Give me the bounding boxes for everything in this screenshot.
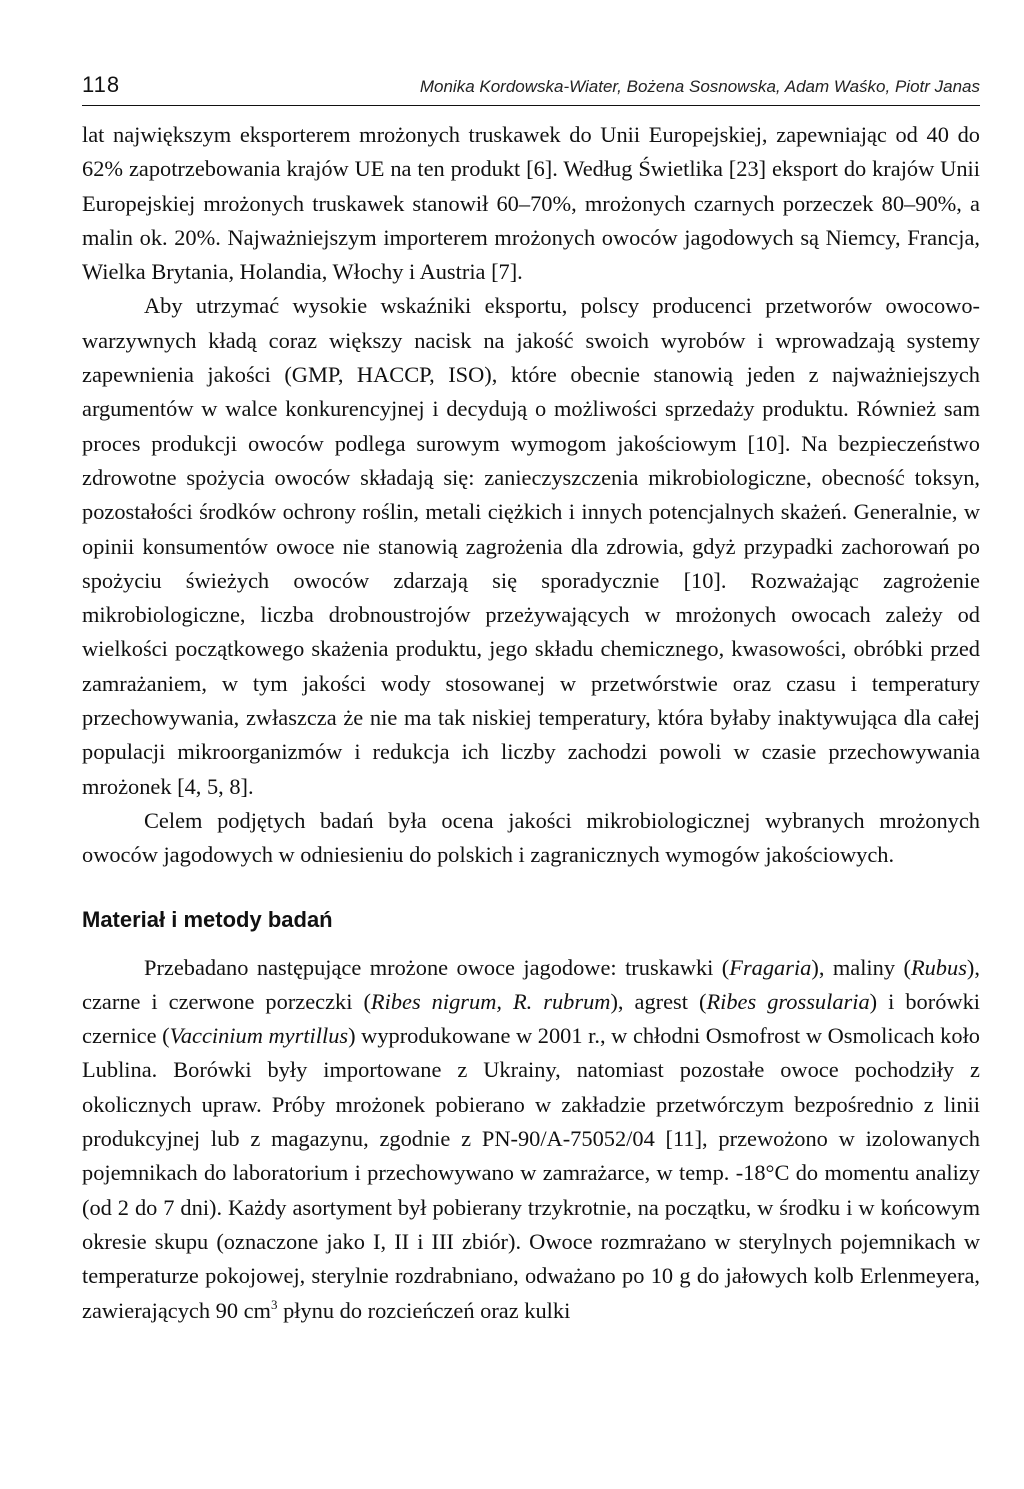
page xyxy=(82,72,980,1328)
paragraph-methods xyxy=(82,951,980,1328)
text-run: ), czarne i czerwone porzeczki ( xyxy=(82,954,980,1014)
body-text xyxy=(82,118,980,1328)
text-run: Przebadano następujące mrożone owoce jagodowe: truskawki ( xyxy=(144,954,730,980)
latin-name-rubus: Rubus xyxy=(910,954,967,980)
latin-name-ribes: Ribes nigrum, R. rubrum xyxy=(370,988,611,1014)
running-head xyxy=(82,72,980,106)
text-run: ), agrest ( xyxy=(610,988,707,1014)
paragraph-export-quality: Aby utrzymać wysokie wskaźniki eksportu, polscy producenci przetworów owocowo-warzywnych kładą coraz większy nacisk na jakość swoich wyrobów i wprowadzają systemy zapewnienia jakości (GMP, HACCP, ISO), które obecnie stanowią jeden z najważniejszych argumentów w walce konkurencyjnej i decydują o możliwości sprzedaży produktu. Również sam proces produkcji owoców podlega surowym wymogom jakościowym [10]. Na bezpieczeństwo zdrowotne spożycia owoców składają się: zanieczyszczenia mikrobiologiczne, obecność toksyn, pozostałości środków ochrony roślin, metali ciężkich i innych potencjalnych skażeń. Generalnie, w opinii konsumentów owoce nie stanowią zagrożenia dla zdrowia, gdyż przypadki zachorowań po spożyciu świeżych owoców zdarzają się sporadycznie [10]. Rozważając zagrożenie mikrobiologiczne, liczba drobnoustrojów przeżywających w mrożonych owocach zależy od wielkości początkowego skażenia produktu, jego składu chemicznego, kwasowości, obróbki przed zamrażaniem, w tym jakości wody stosowanej w przetwórstwie oraz czasu i temperatury przechowywania, zwłaszcza że nie ma tak niskiej temperatury, która byłaby inaktywująca dla całej populacji mikroorganizmów i redukcja ich liczby zachodzi powoli w czasie przechowywania mrożonek [4, 5, 8]. xyxy=(82,293,980,799)
paragraph-continuation: lat największym eksporterem mrożonych truskawek do Unii Europejskiej, zapewniając od 40 do 62% zapotrzebowania krajów UE na ten produkt [6]. Według Świetlika [23] eksport do krajów Unii Europejskiej mrożonych truskawek stanowił 60–70%, mrożonych czarnych porzeczek 80–90%, a malin ok. 20%. Najważniejszym importerem mrożonych owoców jagodowych są Niemcy, Francja, Wielka Brytania, Holandia, Włochy i Austria [7]. xyxy=(82,122,980,285)
running-head-authors: Monika Kordowska-Wiater, Bożena Sosnowska, Adam Waśko, Piotr Janas xyxy=(419,77,980,96)
text-run: płynu do rozcieńczeń oraz kulki xyxy=(277,1297,571,1323)
latin-name-fragaria: Fragaria xyxy=(729,954,812,980)
text-run: ) i borówki czernice ( xyxy=(82,988,980,1049)
paragraph-aim: Celem podjętych badań była ocena jakości mikrobiologicznej wybranych mrożonych owoców jagodowych w odniesieniu do polskich i zagranicznych wymogów jakościowych. xyxy=(82,807,980,868)
section-heading-methods: Materiał i metody badań xyxy=(82,906,333,932)
text-run: ) wyprodukowane w 2001 r., w chłodni Osmofrost w Osmolicach koło Lublina. Borówki były importowane z Ukrainy, natomiast pozostałe owoce pochodziły z okolicznych upraw. Próby mrożonek pobierano w zakładzie przetwórczym bezpośrednio z linii produkcyjnej lub z magazynu, zgodnie z PN-90/A-75052/04 [11], przewożono w izolowanych pojemnikach do laboratorium i przechowywano w zamrażarce, w temp. -18°C do momentu analizy (od 2 do 7 dni). Każdy asortyment był pobierany trzykrotnie, na początku, w środku i w końcowym okresie skupu (oznaczone jako I, II i III zbiór). Owoce rozmrażano w sterylnych pojemnikach w temperaturze pokojowej, sterylnie rozdrabniano, odważano po 10 g do jałowych kolb Erlenmeyera, zawierających 90 cm xyxy=(82,1023,980,1323)
latin-name-vaccinium: Vaccinium myrtillus xyxy=(169,1023,349,1049)
page-number: 118 xyxy=(82,72,121,97)
superscript: 3 xyxy=(270,1296,278,1312)
latin-name-grossularia: Ribes grossularia xyxy=(706,988,870,1014)
text-run: ), maliny ( xyxy=(811,954,911,980)
